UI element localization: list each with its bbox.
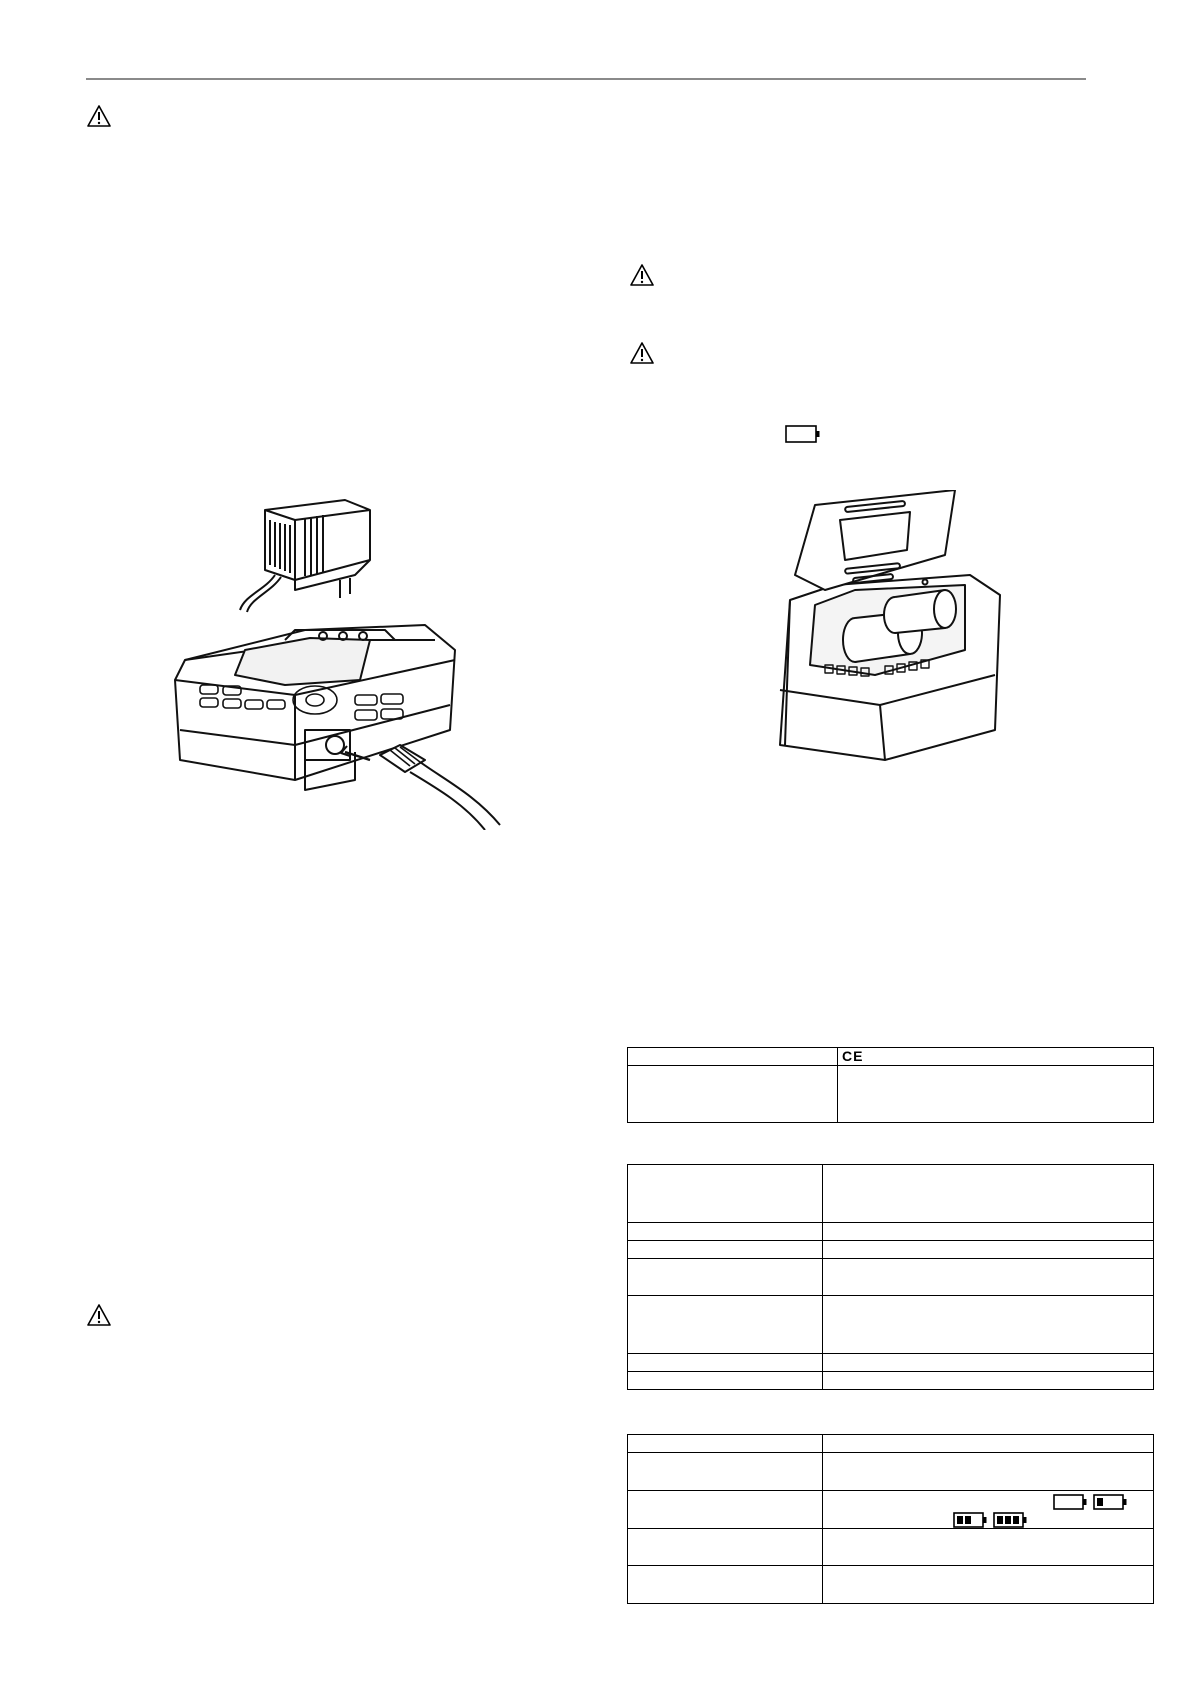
table-cell — [823, 1491, 1154, 1529]
table-row — [628, 1223, 1154, 1241]
table-cell — [823, 1165, 1154, 1223]
table-cell — [823, 1296, 1154, 1354]
battery-empty-icon — [785, 424, 821, 444]
table-cell — [628, 1223, 823, 1241]
table-cell — [628, 1372, 823, 1390]
warning-triangle-icon — [629, 263, 655, 287]
table-row — [628, 1453, 1154, 1491]
table-cell — [823, 1259, 1154, 1296]
table-row — [628, 1372, 1154, 1390]
table-cell — [628, 1435, 823, 1453]
table-cell — [628, 1296, 823, 1354]
table-cell — [838, 1048, 1154, 1066]
table-row — [628, 1066, 1154, 1123]
table-cell — [628, 1354, 823, 1372]
table-cell — [823, 1529, 1154, 1566]
table-cell — [823, 1241, 1154, 1259]
table-cell — [823, 1435, 1154, 1453]
table-row — [628, 1566, 1154, 1604]
table-cell — [628, 1165, 823, 1223]
spec-table-2 — [627, 1164, 1154, 1390]
header-rule — [86, 78, 1086, 80]
table-cell — [628, 1259, 823, 1296]
table-row — [628, 1529, 1154, 1566]
table-cell — [628, 1066, 838, 1123]
warning-triangle-icon — [629, 341, 655, 365]
table-cell — [628, 1048, 838, 1066]
table-row — [628, 1354, 1154, 1372]
table-row — [628, 1296, 1154, 1354]
battery-low-icon — [1093, 1493, 1129, 1511]
table-cell — [823, 1372, 1154, 1390]
table-row — [628, 1165, 1154, 1223]
table-cell — [628, 1566, 823, 1604]
table-cell — [838, 1066, 1154, 1123]
table-cell — [628, 1241, 823, 1259]
table-row — [628, 1491, 1154, 1529]
warning-triangle-icon — [86, 1303, 112, 1327]
battery-full-icon — [993, 1511, 1029, 1529]
table-cell — [823, 1223, 1154, 1241]
table-cell — [823, 1453, 1154, 1491]
power-adapter-and-meter-illustration — [155, 490, 515, 830]
battery-empty-icon — [1053, 1493, 1089, 1511]
table-row — [628, 1259, 1154, 1296]
table-row — [628, 1435, 1154, 1453]
table-cell — [823, 1566, 1154, 1604]
table-cell — [628, 1491, 823, 1529]
battery-compartment-illustration — [775, 490, 1020, 770]
warning-triangle-icon — [86, 104, 112, 128]
table-row — [628, 1241, 1154, 1259]
ce-mark: CE — [842, 1048, 864, 1064]
table-cell — [628, 1453, 823, 1491]
spec-table-1 — [627, 1047, 1154, 1123]
table-cell — [628, 1529, 823, 1566]
table-cell — [823, 1354, 1154, 1372]
battery-medium-icon — [953, 1511, 989, 1529]
spec-table-3 — [627, 1434, 1154, 1604]
table-row — [628, 1048, 1154, 1066]
